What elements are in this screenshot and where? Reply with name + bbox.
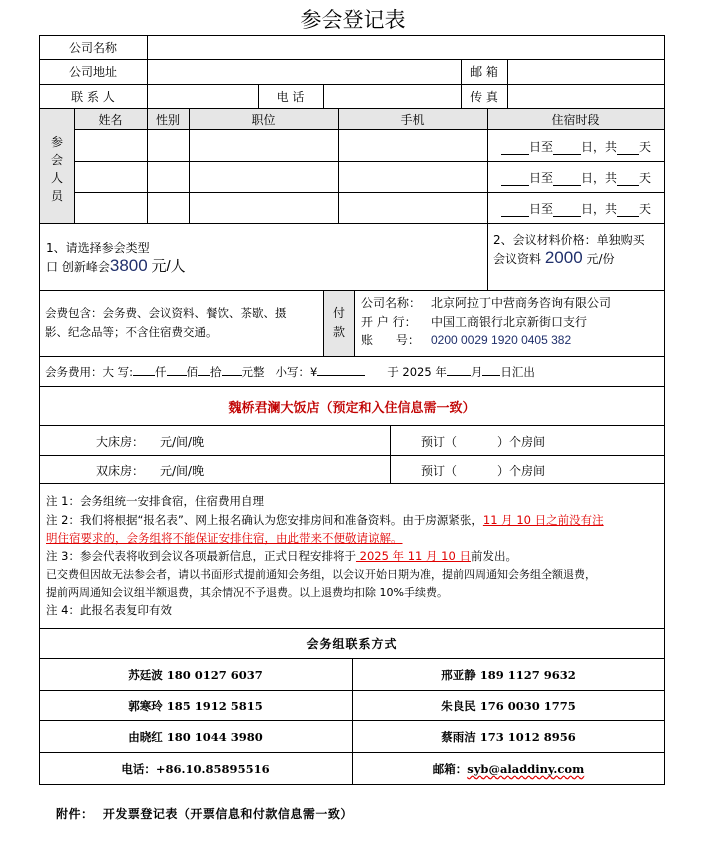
stay-text: 天 — [639, 202, 652, 216]
contact-person-label: 联 系 人 — [71, 89, 115, 104]
type-option-name: 创新峰会 — [61, 260, 110, 274]
payment-info — [361, 294, 611, 350]
stay-text: 天 — [639, 171, 652, 185]
book-suffix: ）个房间 — [497, 464, 546, 478]
book-prefix: 预订（ — [421, 435, 458, 449]
header-position: 职位 — [251, 112, 276, 127]
type-option[interactable] — [46, 257, 186, 276]
stay-text: 日，共 — [580, 202, 617, 216]
fee-includes-line: 会费包含：会务费、会议资料、餐饮、茶歇、摄 — [45, 306, 287, 320]
material-price-line1: 2、会议材料价格：单独购买 — [493, 233, 645, 247]
side-char: 会 — [50, 153, 63, 167]
contact-person-field[interactable] — [148, 85, 258, 108]
postcode-field[interactable] — [508, 60, 664, 84]
room-type-twin — [96, 462, 204, 479]
postcode-label: 邮 箱 — [470, 65, 498, 79]
fax-label: 传 真 — [470, 89, 498, 104]
room-price: 元/间/晚 — [160, 464, 205, 478]
fax-field[interactable] — [508, 85, 664, 108]
fee-includes — [45, 304, 287, 342]
stay-text: 天 — [639, 140, 652, 154]
phone-field[interactable] — [324, 85, 461, 108]
room-booking-king[interactable] — [421, 433, 545, 450]
contact-person: 邢亚静 189 1127 9632 — [441, 667, 576, 682]
room-type-king — [96, 433, 204, 450]
type-option-price: 3800 — [109, 256, 148, 275]
fee-bai: 佰 — [186, 365, 199, 379]
material-price: 2000 — [544, 248, 583, 267]
stay-text: 日，共 — [580, 171, 617, 185]
room-type-label: 大床房： — [96, 435, 145, 449]
hotel-title: 魏桥君澜大饭店（预定和入住信息需一致） — [228, 400, 476, 416]
page-title: 参会登记表 — [300, 8, 406, 32]
registration-type-section — [46, 239, 186, 276]
payee-label: 公司名称： — [361, 296, 422, 310]
contact-email — [353, 753, 664, 785]
side-char: 人 — [50, 171, 63, 185]
note-2-deadline: 11 月 10 日之前没有注 — [482, 513, 604, 527]
material-prefix: 会议资料 — [493, 252, 542, 266]
book-suffix: ）个房间 — [497, 435, 546, 449]
bank-value: 中国工商银行北京新街口支行 — [431, 314, 588, 329]
side-char: 员 — [50, 189, 63, 203]
material-price-section — [493, 231, 645, 268]
book-prefix: 预订（ — [421, 464, 458, 478]
note-2-warning: 明住宿要求的，会务组将不能保证安排住宿，由此带来不便敬请谅解。 — [46, 531, 403, 545]
room-booking-twin[interactable] — [421, 462, 545, 479]
note-3-date: 2025 年 11 月 10 日 — [355, 549, 471, 563]
company-address-field[interactable] — [148, 60, 461, 84]
pay-char: 付 — [332, 306, 345, 320]
company-name-field[interactable] — [148, 36, 664, 59]
checkbox-icon[interactable]: 口 — [46, 260, 59, 274]
fee-year: 于 2025 年 — [387, 365, 447, 379]
bank-label: 开 户 行： — [361, 314, 417, 329]
fee-amount-line[interactable] — [45, 364, 535, 380]
refund-policy-1: 已交费但因故无法参会者，请以书面形式提前通知会务组，以会议开始日期为准，提前四周通知会务组全额退费， — [46, 568, 596, 581]
room-type-label: 双床房： — [96, 464, 145, 478]
stay-text: 日，共 — [580, 140, 617, 154]
note-2 — [46, 512, 604, 528]
type-option-unit: 元/人 — [151, 258, 186, 275]
attachment-note: 附件： 开发票登记表（开票信息和付款信息需一致） — [56, 807, 353, 821]
stay-text: 日至 — [528, 140, 553, 154]
stay-period-row-1[interactable] — [488, 130, 664, 161]
fee-qian: 仟 — [155, 365, 167, 379]
pay-char: 款 — [332, 325, 345, 339]
account-label: 账 号： — [361, 333, 420, 347]
fee-small: 小写：¥ — [275, 365, 318, 379]
fee-day: 日汇出 — [500, 365, 535, 379]
attendees-side-label — [40, 133, 74, 205]
header-name: 姓名 — [98, 112, 123, 127]
contacts-title: 会务组联系方式 — [306, 637, 398, 651]
note-2-text: 注 2：我们将根据“报名表”、网上报名确认为您安排房间和准备资料。由于房源紧张， — [46, 513, 483, 527]
payee-value: 北京阿拉丁中营商务咨询有限公司 — [431, 296, 612, 310]
pay-label — [324, 304, 354, 342]
fee-yuan: 元整 — [241, 365, 265, 379]
fee-shi: 拾 — [210, 365, 222, 379]
contact-person: 苏廷波 180 0127 6037 — [128, 667, 263, 682]
note-1: 注 1：会务组统一安排食宿，住宿费用自理 — [46, 494, 264, 508]
type-instruction: 1、请选择参会类型 — [46, 241, 150, 255]
company-address-label: 公司地址 — [68, 65, 117, 79]
note-3 — [46, 548, 517, 564]
contact-person: 朱良民 176 0030 1775 — [441, 698, 576, 713]
note-3-tail: 前发出。 — [470, 549, 517, 563]
contact-person: 由晓红 180 1044 3980 — [128, 729, 263, 744]
refund-policy-2: 提前两周通知会议组半额退费，其余情况不予退费。以上退费均扣除 10%手续费。 — [46, 586, 448, 599]
side-char: 参 — [50, 135, 63, 149]
contact-person: 蔡雨洁 173 1012 8956 — [441, 729, 576, 744]
material-unit: 元/份 — [586, 252, 615, 266]
contact-phone: 电话：+86.10.85895516 — [121, 762, 270, 776]
account-value: 0200 0029 1920 0405 382 — [431, 333, 572, 347]
header-gender: 性别 — [155, 112, 180, 127]
header-stay: 住宿时段 — [551, 112, 600, 127]
company-name-label: 公司名称 — [68, 40, 117, 55]
header-mobile: 手机 — [400, 112, 425, 127]
stay-period-row-3[interactable] — [488, 193, 664, 223]
fee-prefix: 会务费用：大 写: — [45, 365, 134, 379]
stay-period-row-2[interactable] — [488, 162, 664, 192]
stay-text: 日至 — [528, 202, 553, 216]
room-price: 元/间/晚 — [160, 435, 205, 449]
contact-person: 郭寒玲 185 1912 5815 — [128, 698, 263, 713]
stay-text: 日至 — [528, 171, 553, 185]
fee-includes-line: 影、纪念品等；不含住宿费交通。 — [45, 325, 218, 339]
note-4: 注 4：此报名表复印有效 — [46, 603, 172, 617]
email-label: 邮箱： — [432, 762, 468, 776]
phone-label: 电 话 — [276, 89, 305, 104]
email-link[interactable]: syb@aladdiny.com — [467, 762, 585, 776]
note-3-text: 注 3：参会代表将收到会议各项最新信息，正式日程安排将于 — [46, 549, 356, 563]
fee-month: 月 — [470, 365, 483, 379]
